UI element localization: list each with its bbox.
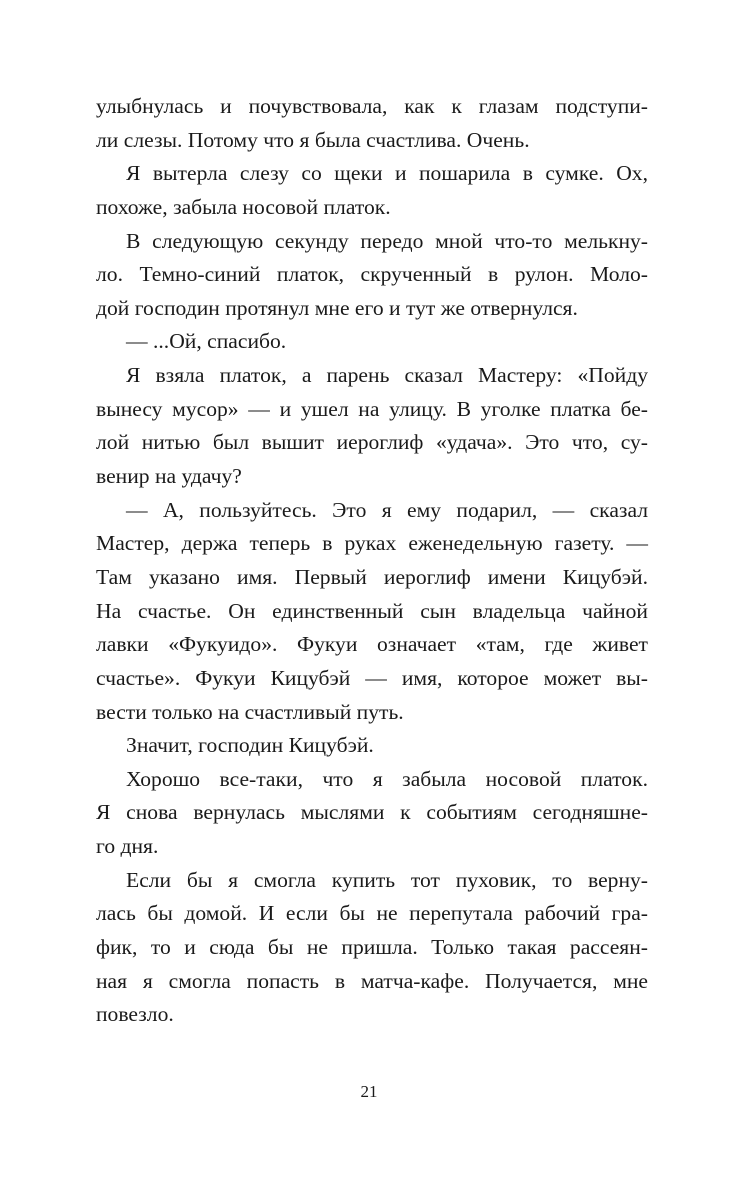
text-line: лавки «Фукуидо». Фукуи означает «там, где живет: [96, 632, 648, 657]
text-line: — ...Ой, спасибо.: [126, 329, 287, 354]
text-line: лой нитью был вышит иероглиф «удача». Это что, су-: [96, 430, 648, 455]
text-line: ло. Темно-синий платок, скрученный в рулон. Моло-: [96, 262, 648, 287]
text-line: похоже, забыла носовой платок.: [96, 194, 391, 219]
text-line: ли слезы. Потому что я была счастлива. Очень.: [96, 127, 530, 152]
text-line: фик, то и сюда бы не пришла. Только такая рассеян-: [96, 935, 648, 960]
text-line: Я вытерла слезу со щеки и пошарила в сумке. Ох,: [126, 161, 648, 186]
text-line: вынесу мусор» — и ушел на улицу. В уголке платка бе-: [96, 396, 648, 421]
text-line: улыбнулась и почувствовала, как к глазам подступи-: [96, 94, 648, 118]
text-line: счастье». Фукуи Кицубэй — имя, которое может вы-: [96, 665, 648, 690]
text-line: Если бы я смогла купить тот пуховик, то верну-: [126, 867, 648, 892]
text-line: венир на удачу?: [96, 464, 242, 489]
text-line: го дня.: [96, 834, 159, 859]
body-text: [96, 90, 648, 1032]
text-line: повезло.: [96, 1002, 174, 1027]
page-number: 21: [360, 1082, 378, 1101]
text-line: вести только на счастливый путь.: [96, 699, 404, 724]
text-line: Я взяла платок, а парень сказал Мастеру: «Пойду: [126, 363, 648, 388]
text-line: Хорошо все-таки, что я забыла носовой платок.: [126, 766, 648, 791]
text-line: Я снова вернулась мыслями к событиям сегодняшне-: [96, 800, 648, 825]
text-line: Значит, господин Кицубэй.: [126, 733, 374, 758]
text-line: лась бы домой. И если бы не перепутала рабочий гра-: [96, 901, 648, 926]
text-line: ная я смогла попасть в матча-кафе. Получается, мне: [96, 968, 648, 993]
text-line: — А, пользуйтесь. Это я ему подарил, — сказал: [126, 497, 648, 522]
text-line: дой господин протянул мне его и тут же отвернулся.: [96, 295, 578, 320]
text-line: Мастер, держа теперь в руках еженедельную газету. —: [96, 531, 648, 556]
text-line: На счастье. Он единственный сын владельца чайной: [96, 598, 648, 623]
text-line: В следующую секунду передо мной что-то мелькну-: [126, 228, 648, 253]
text-line: Там указано имя. Первый иероглиф имени Кицубэй.: [96, 564, 648, 589]
